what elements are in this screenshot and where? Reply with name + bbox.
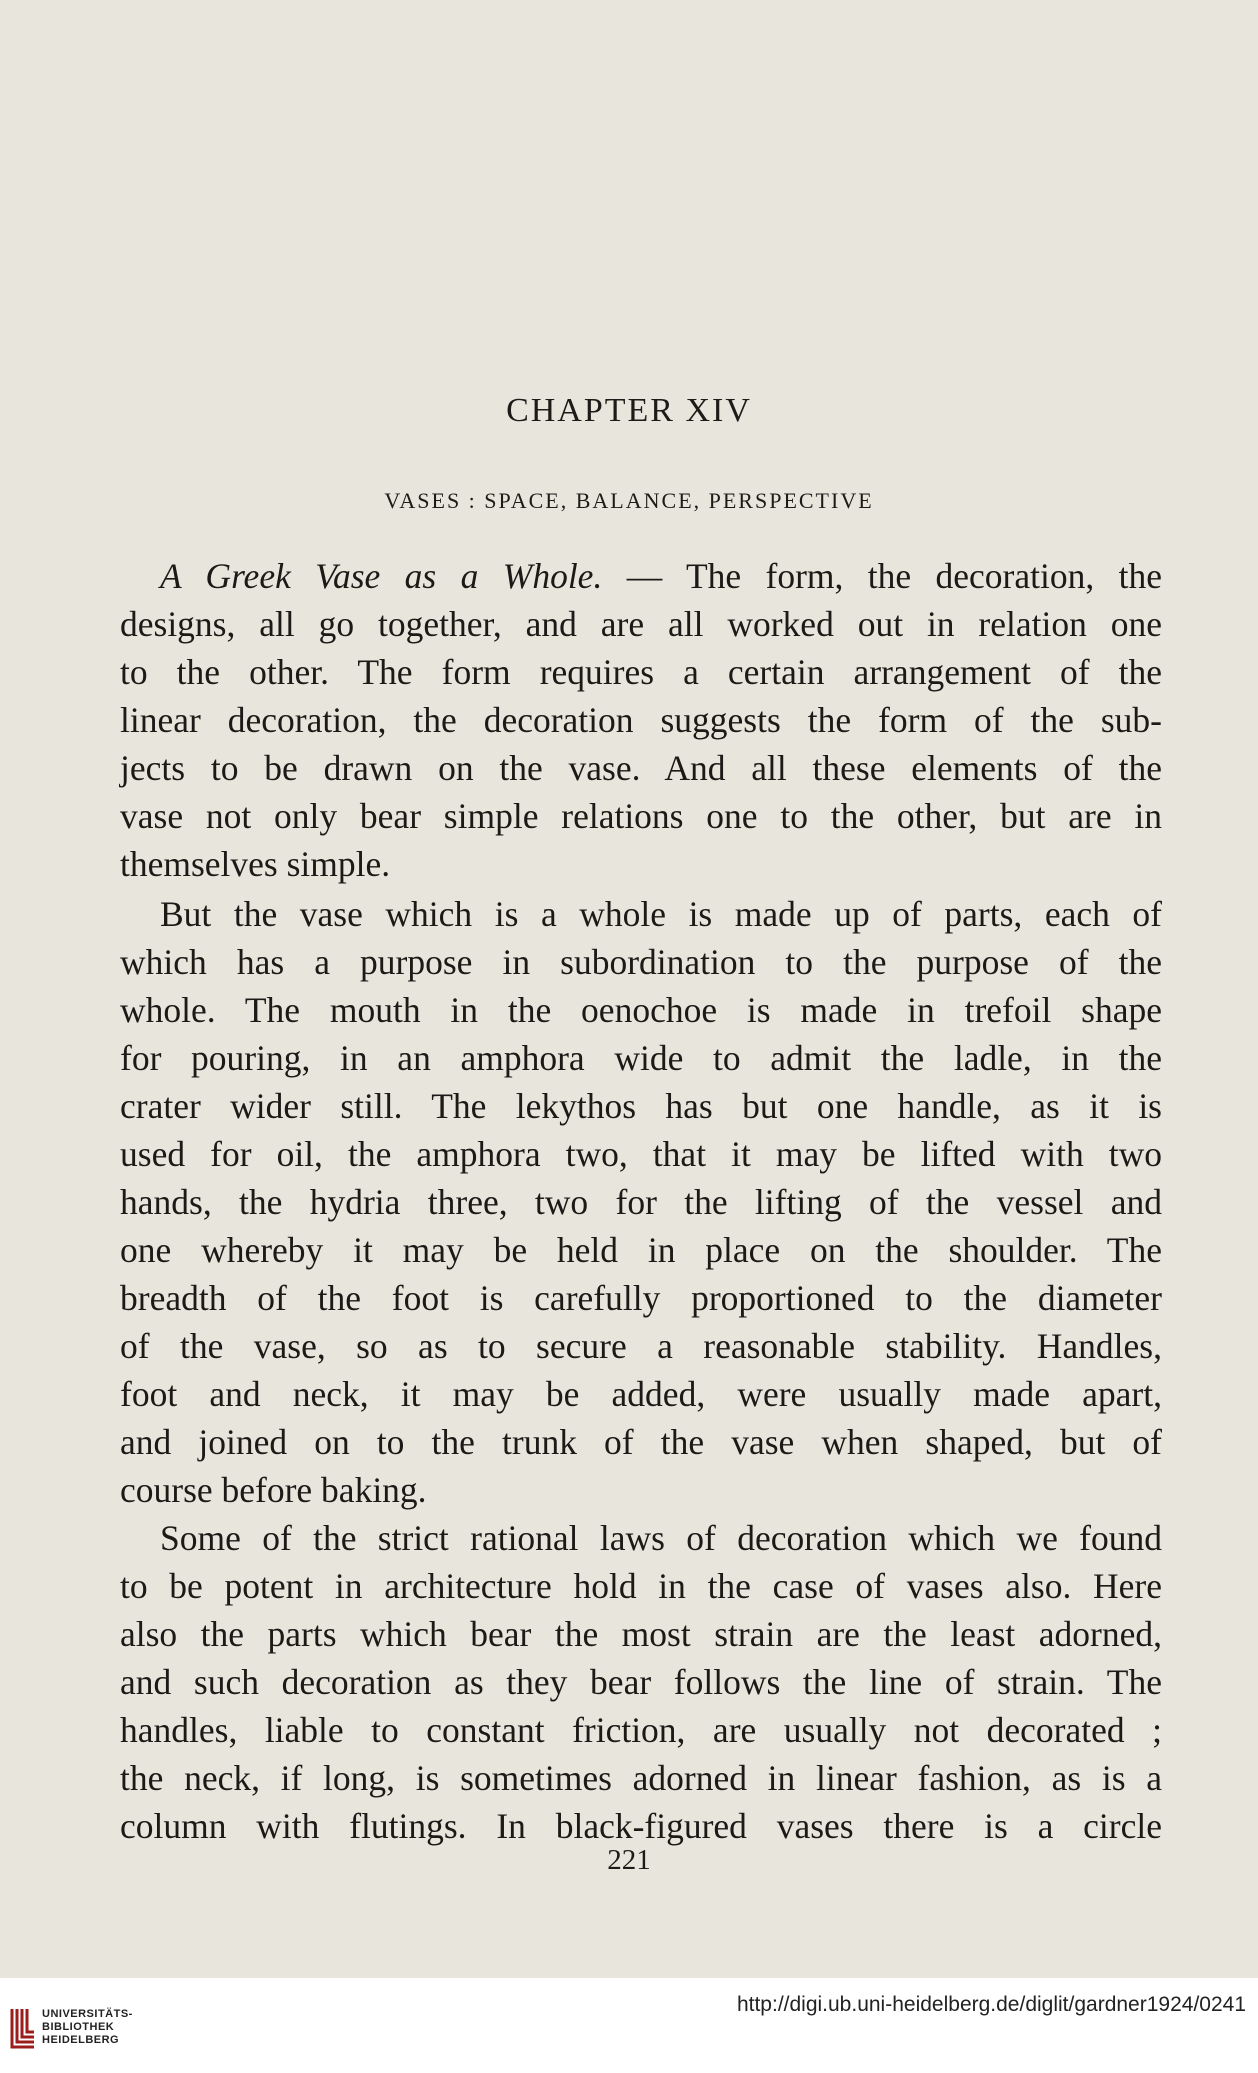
text-line: of the vase, so as to secure a reasonable stability. Handles, xyxy=(120,1326,1162,1366)
logo-line: BIBLIOTHEK xyxy=(42,2021,115,2033)
text-line: whole. The mouth in the oenochoe is made in trefoil shape xyxy=(120,990,1162,1030)
text-line: column with flutings. In black-figured vases there is a circle xyxy=(120,1806,1162,1846)
text-line: linear decoration, the decoration suggests the form of the sub- xyxy=(120,700,1162,740)
chapter-title: CHAPTER XIV xyxy=(506,392,752,429)
library-logo-text xyxy=(42,2008,133,2047)
text-line: designs, all go together, and are all worked out in relation one xyxy=(120,604,1162,644)
text-line: Some of the strict rational laws of decoration which we found xyxy=(160,1518,1162,1558)
text-line: themselves simple. xyxy=(120,844,391,884)
text-line: hands, the hydria three, two for the lifting of the vessel and xyxy=(120,1182,1162,1222)
text-line: But the vase which is a whole is made up of parts, each of xyxy=(160,894,1162,934)
logo-line: UNIVERSITÄTS- xyxy=(42,2008,133,2020)
text-line: to be potent in architecture hold in the case of vases also. Here xyxy=(120,1566,1162,1606)
text-line: used for oil, the amphora two, that it may be lifted with two xyxy=(120,1134,1162,1174)
text-line: one whereby it may be held in place on the shoulder. The xyxy=(120,1230,1162,1270)
text-line: which has a purpose in subordination to the purpose of the xyxy=(120,942,1162,982)
text-line: to the other. The form requires a certain arrangement of the xyxy=(120,652,1162,692)
logo-line: HEIDELBERG xyxy=(42,2034,120,2046)
text-line: jects to be drawn on the vase. And all these elements of the xyxy=(120,748,1162,788)
text-line: and such decoration as they bear follows the line of strain. The xyxy=(120,1662,1162,1702)
text-line xyxy=(160,552,1162,600)
text-span: — The form, the decoration, the xyxy=(602,556,1162,596)
paragraph-lead: A Greek Vase as a Whole. xyxy=(160,556,603,596)
page-number: 221 xyxy=(607,1844,651,1876)
library-logo-icon xyxy=(10,2007,36,2049)
text-line: the neck, if long, is sometimes adorned in linear fashion, as is a xyxy=(120,1758,1162,1798)
text-line: foot and neck, it may be added, were usually made apart, xyxy=(120,1374,1162,1414)
text-line: for pouring, in an amphora wide to admit the ladle, in the xyxy=(120,1038,1162,1078)
source-url[interactable]: http://digi.ub.uni-heidelberg.de/diglit/gardner1924/0241 xyxy=(736,1993,1246,2016)
text-line: handles, liable to constant friction, are usually not decorated ; xyxy=(120,1710,1162,1750)
text-line: also the parts which bear the most strain are the least adorned, xyxy=(120,1614,1162,1654)
chapter-subtitle: VASES : SPACE, BALANCE, PERSPECTIVE xyxy=(384,488,874,513)
text-line: breadth of the foot is carefully proportioned to the diameter xyxy=(120,1278,1162,1318)
text-line: course before baking. xyxy=(120,1470,427,1510)
text-line: and joined on to the trunk of the vase when shaped, but of xyxy=(120,1422,1162,1462)
text-line: crater wider still. The lekythos has but one handle, as it is xyxy=(120,1086,1162,1126)
text-line: vase not only bear simple relations one to the other, but are in xyxy=(120,796,1162,836)
